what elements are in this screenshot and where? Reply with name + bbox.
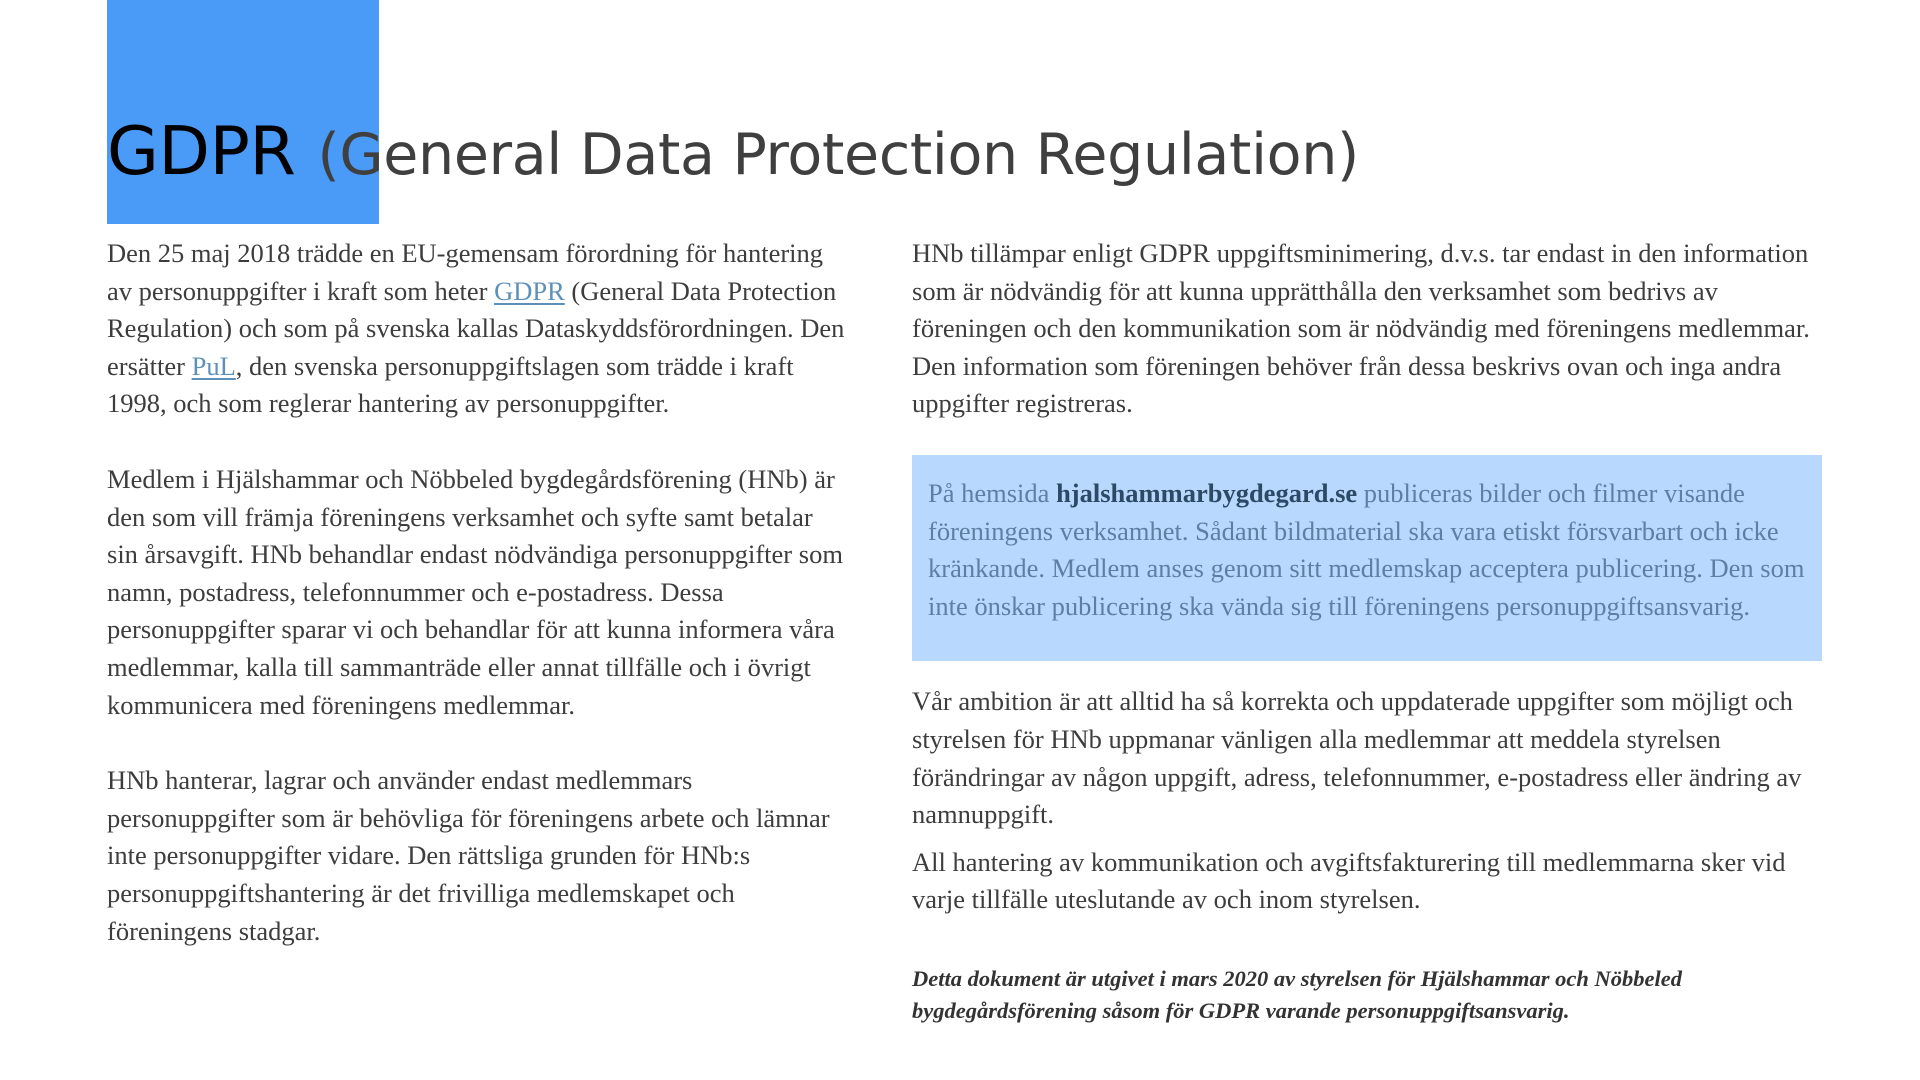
title-gdpr-word: GDPR <box>107 112 296 190</box>
right-paragraph-1: HNb tillämpar enligt GDPR uppgiftsminimering, d.v.s. tar endast in den information som är nödvändig för att kunna upprätthålla den verksamhet som bedrivs av föreningen och den kommunikation som är nödvändig med föreningens medlemmar. Den information som föreningen behöver från dessa beskrivs ovan och inga andra uppgifter registreras. <box>912 238 1810 419</box>
left-p1-seg-5: , den svenska personuppgiftslagen som trädde i kraft 1998, och som reglerar hantering av personuppgifter. <box>107 350 794 419</box>
document-issue-note: Detta dokument är utgivet i mars 2020 av styrelsen för Hjälshammar och Nöbbeled bygdegårdsförening såsom för GDPR varande personuppgiftsansvarig. <box>912 965 1682 1023</box>
website-domain: hjalshammarbygdegard.se <box>1056 477 1358 508</box>
left-paragraph-1 <box>107 235 847 423</box>
right-paragraph-3: All hantering av kommunikation och avgiftsfakturering till medlemmarna sker vid varje tillfälle uteslutande av och inom styrelsen. <box>912 846 1786 915</box>
document-body <box>0 235 1920 1075</box>
publication-notice-box <box>912 455 1822 661</box>
left-column <box>107 235 847 950</box>
paragraph-spacer <box>912 834 1822 844</box>
notice-suffix: publiceras bilder och filmer visande föreningens verksamhet. Sådant bildmaterial ska vara etiskt försvarbart och icke kränkande. Medlem anses genom sitt medlemskap acceptera publicering. Den som inte önskar publicering ska vända sig till föreningens personuppgiftsansvarig. <box>928 477 1805 621</box>
left-p1-seg-3: (General Data Protection Regulation) och som på svenska kallas Dataskyddsförordningen. Den ersätter <box>107 275 845 381</box>
right-column <box>912 235 1822 1027</box>
left-paragraph-3: HNb hanterar, lagrar och använder endast medlemmars personuppgifter som är behövliga för föreningens arbete och lämnar inte personuppgifter vidare. Den rättsliga grunden för HNb:s personuppgiftshantering är det frivilliga medlemskapet och föreningens stadgar. <box>107 765 830 946</box>
title-expansion: (General Data Protection Regulation) <box>317 122 1359 188</box>
gdpr-link[interactable]: GDPR <box>494 275 565 306</box>
pul-link[interactable]: PuL <box>191 350 236 381</box>
left-p1-seg-1: Den 25 maj 2018 trädde en EU-gemensam förordning för hantering av personuppgifter i kraft som heter <box>107 238 824 306</box>
left-paragraph-2: Medlem i Hjälshammar och Nöbbeled bygdegårdsförening (HNb) är den som vill främja föreningens verksamhet och syfte samt betalar sin årsavgift. HNb behandlar endast nödvändiga personuppgifter som namn, postadress, telefonnummer och e-postadress. Dessa personuppgifter sparar vi och behandlar för att kunna informera våra medlemmar, kalla till sammanträde eller annat tillfälle och i övrigt kommunicera med föreningens medlemmar. <box>107 463 843 720</box>
document-header <box>0 0 1920 225</box>
publication-notice-text <box>928 475 1806 625</box>
right-paragraph-2: Vår ambition är att alltid ha så korrekta och uppdaterade uppgifter som möjligt och styrelsen för HNb uppmanar vänligen alla medlemmar att meddela styrelsen förändringar av någon uppgift, adress, telefonnummer, e-postadress eller ändring av namnuppgift. <box>912 686 1802 830</box>
notice-prefix: På hemsida <box>928 477 1057 508</box>
page-title <box>107 112 1807 198</box>
